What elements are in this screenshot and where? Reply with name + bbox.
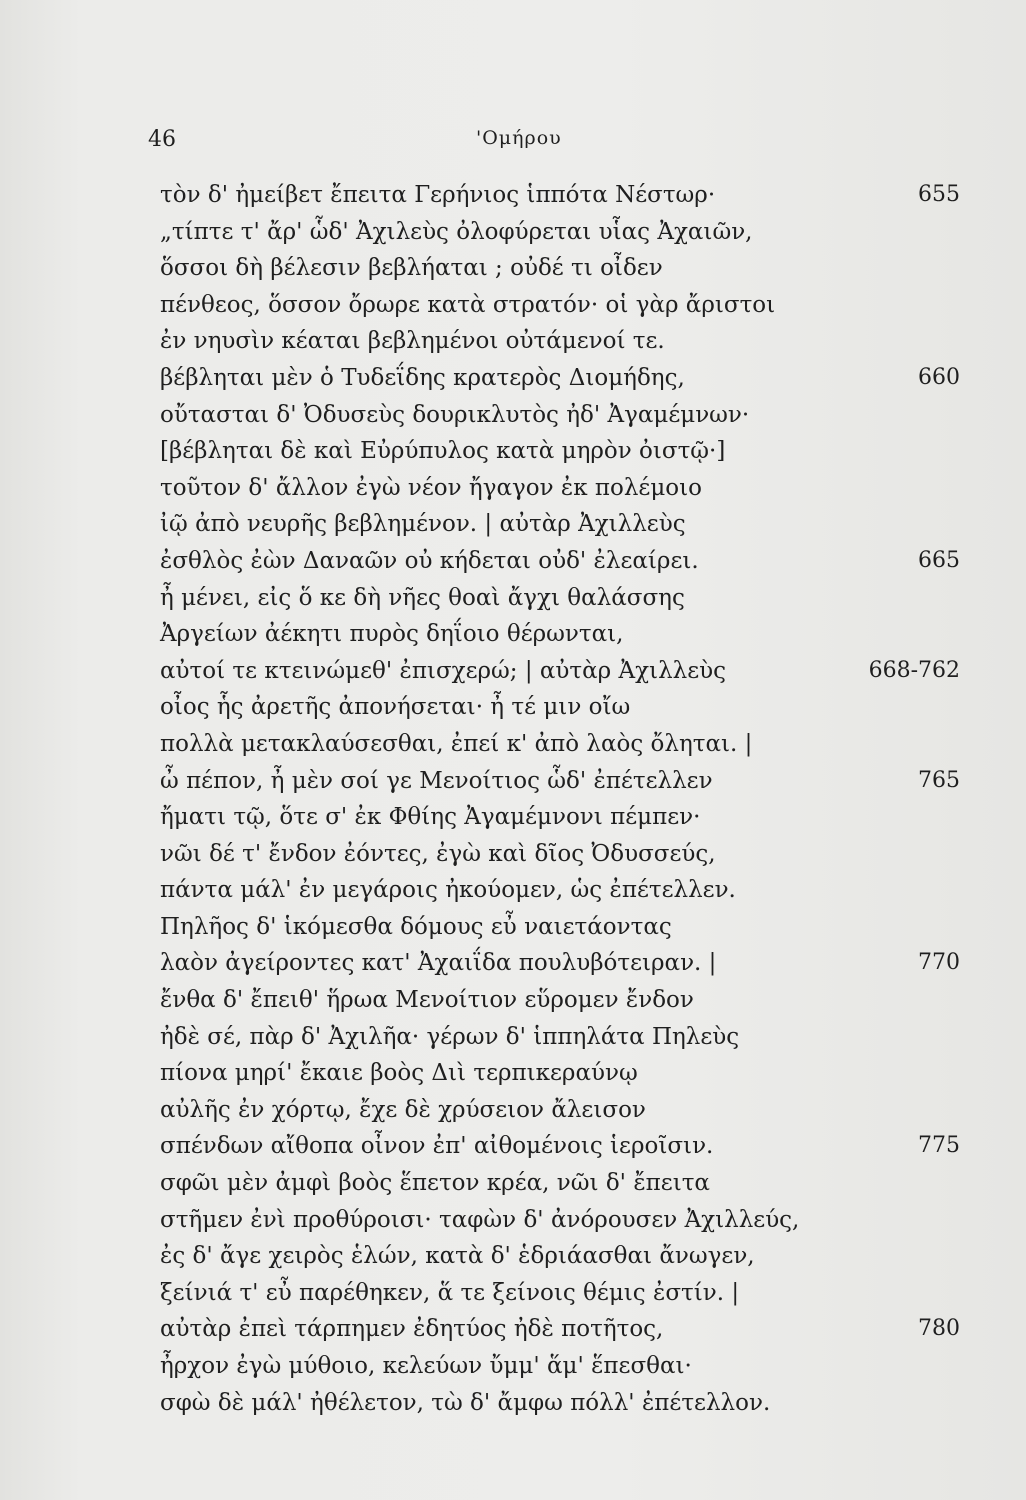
verse-line-text: „τίπτε τ' ἄρ' ὧδ' Ἀχιλεὺς ὀλοφύρεται υἷας Ἀχαιῶν, xyxy=(160,218,753,245)
verse-line xyxy=(160,653,960,690)
verse-line xyxy=(160,616,960,653)
verse-line-text: πολλὰ μετακλαύσεσθαι, ἐπεί κ' ἀπὸ λαὸς ὄληται. | xyxy=(160,730,753,757)
verse-line xyxy=(160,1165,960,1202)
verse-line-text: σφὼ δὲ μάλ' ἠθέλετον, τὼ δ' ἄμφω πόλλ' ἐπέτελλον. xyxy=(160,1389,771,1416)
verse-line xyxy=(160,1348,960,1385)
verse-line xyxy=(160,250,960,287)
verse-line-text: ἐσθλὸς ἐὼν Δαναῶν οὐ κήδεται οὐδ' ἐλεαίρει. xyxy=(160,547,699,574)
verse-line xyxy=(160,1019,960,1056)
verse-line xyxy=(160,799,960,836)
verse-line xyxy=(160,543,960,580)
verse-line-number: 668-762 xyxy=(868,657,960,683)
verse-line xyxy=(160,1092,960,1129)
verse-line xyxy=(160,580,960,617)
verse-line xyxy=(160,909,960,946)
verse-line xyxy=(160,287,960,324)
running-title: 'Ομήρου xyxy=(476,127,562,149)
verse-text-block xyxy=(160,177,960,1421)
verse-line-text: ὅσσοι δὴ βέλεσιν βεβλήαται ; οὐδέ τι οἶδεν xyxy=(160,255,663,282)
verse-line-text: ἰῷ ἀπὸ νευρῆς βεβλημένον. | αὐτὰρ Ἀχιλλεὺς xyxy=(160,511,686,538)
verse-line-text: ἐς δ' ἄγε χειρὸς ἑλών, κατὰ δ' ἑδριάασθαι ἄνωγεν, xyxy=(160,1243,755,1270)
verse-line xyxy=(160,1055,960,1092)
verse-line xyxy=(160,360,960,397)
verse-line xyxy=(160,726,960,763)
verse-line-text: ξείνιά τ' εὖ παρέθηκεν, ἅ τε ξείνοις θέμις ἐστίν. | xyxy=(160,1279,740,1306)
verse-line-text: τὸν δ' ἠμείβετ ἔπειτα Γερήνιος ἱππότα Νέστωρ· xyxy=(160,182,716,208)
verse-line-number: 775 xyxy=(918,1133,960,1159)
verse-line xyxy=(160,470,960,507)
verse-line-text: ἠδὲ σέ, πὰρ δ' Ἀχιλῆα· γέρων δ' ἱππηλάτα Πηλεὺς xyxy=(160,1023,740,1050)
verse-line-text: ὦ πέπον, ἦ μὲν σοί γε Μενοίτιος ὧδ' ἐπέτελλεν xyxy=(160,767,713,794)
verse-line-number: 655 xyxy=(918,182,960,207)
verse-line xyxy=(160,177,960,214)
verse-line-text: σφῶι μὲν ἀμφὶ βοὸς ἕπετον κρέα, νῶι δ' ἔπειτα xyxy=(160,1170,710,1197)
verse-line-text: πένθεος, ὅσσον ὄρωρε κατὰ στρατόν· οἱ γὰρ ἄριστοι xyxy=(160,291,776,318)
verse-line-text: αὐτοί τε κτεινώμεθ' ἐπισχερώ; | αὐτὰρ Ἀχιλλεὺς xyxy=(160,657,727,684)
verse-line xyxy=(160,323,960,360)
verse-line xyxy=(160,1275,960,1312)
verse-line xyxy=(160,1238,960,1275)
verse-line-text: πάντα μάλ' ἐν μεγάροις ἠκούομεν, ὡς ἐπέτελλεν. xyxy=(160,877,736,904)
verse-line xyxy=(160,982,960,1019)
verse-line-number: 665 xyxy=(918,547,960,573)
verse-line-text: οὔτασται δ' Ὀδυσεὺς δουρικλυτὸς ἠδ' Ἀγαμέμνων· xyxy=(160,401,750,428)
verse-line-text: αὐλῆς ἐν χόρτῳ, ἔχε δὲ χρύσειον ἄλεισον xyxy=(160,1096,646,1123)
verse-line xyxy=(160,214,960,251)
verse-line-text: ἐν νηυσὶν κέαται βεβλημένοι οὐτάμενοί τε. xyxy=(160,328,665,355)
verse-line xyxy=(160,506,960,543)
verse-line xyxy=(160,1128,960,1165)
verse-line xyxy=(160,872,960,909)
verse-line-text: νῶι δέ τ' ἔνδον ἐόντες, ἐγὼ καὶ δῖος Ὀδυσσεύς, xyxy=(160,840,716,867)
verse-line-number: 770 xyxy=(918,950,960,976)
verse-line-text: βέβληται μὲν ὁ Τυδεΐδης κρατερὸς Διομήδης, xyxy=(160,364,685,391)
verse-line xyxy=(160,1385,960,1422)
verse-line xyxy=(160,1202,960,1239)
verse-line-text: τοῦτον δ' ἄλλον ἐγὼ νέον ἤγαγον ἐκ πολέμοιο xyxy=(160,474,703,501)
verse-line xyxy=(160,689,960,726)
verse-line-text: ἤματι τῷ, ὅτε σ' ἐκ Φθίης Ἀγαμέμνονι πέμπεν· xyxy=(160,804,701,831)
page-number: 46 xyxy=(148,127,176,152)
verse-line-text: [βέβληται δὲ καὶ Εὐρύπυλος κατὰ μηρὸν ὀιστῷ·] xyxy=(160,438,726,465)
verse-line-text: ἔνθα δ' ἔπειθ' ἥρωα Μενοίτιον εὕρομεν ἔνδον xyxy=(160,987,694,1014)
verse-line-text: ἦ μένει, εἰς ὅ κε δὴ νῆες θοαὶ ἄγχι θαλάσσης xyxy=(160,584,685,611)
verse-line-text: οἶος ἧς ἀρετῆς ἀπονήσεται· ἦ τέ μιν οἴω xyxy=(160,694,631,721)
verse-line xyxy=(160,763,960,800)
verse-line-text: λαὸν ἀγείροντες κατ' Ἀχαιΐδα πουλυβότειραν. | xyxy=(160,950,717,977)
verse-line xyxy=(160,397,960,434)
verse-line-text: Πηλῆος δ' ἱκόμεσθα δόμους εὖ ναιετάοντας xyxy=(160,913,672,940)
verse-line-text: αὐτὰρ ἐπεὶ τάρπημεν ἐδητύος ἠδὲ ποτῆτος, xyxy=(160,1316,664,1343)
verse-line-text: στῆμεν ἐνὶ προθύροισι· ταφὼν δ' ἀνόρουσεν Ἀχιλλεύς, xyxy=(160,1206,800,1233)
verse-line xyxy=(160,836,960,873)
verse-line-text: σπένδων αἴθοπα οἶνον ἐπ' αἰθομένοις ἱεροῖσιν. xyxy=(160,1133,714,1160)
verse-line xyxy=(160,1311,960,1348)
verse-line-text: ἦρχον ἐγὼ μύθοιο, κελεύων ὔμμ' ἅμ' ἕπεσθαι· xyxy=(160,1353,692,1379)
verse-line-number: 660 xyxy=(918,364,960,390)
verse-line-number: 780 xyxy=(918,1316,960,1342)
verse-line-number: 765 xyxy=(918,767,960,793)
verse-line xyxy=(160,945,960,982)
verse-line-text: πίονα μηρί' ἔκαιε βοὸς Διὶ τερπικεραύνῳ xyxy=(160,1060,638,1087)
verse-line-text: Ἀργείων ἀέκητι πυρὸς δηΐοιο θέρωνται, xyxy=(160,621,624,648)
page-header xyxy=(148,127,948,157)
verse-line xyxy=(160,433,960,470)
